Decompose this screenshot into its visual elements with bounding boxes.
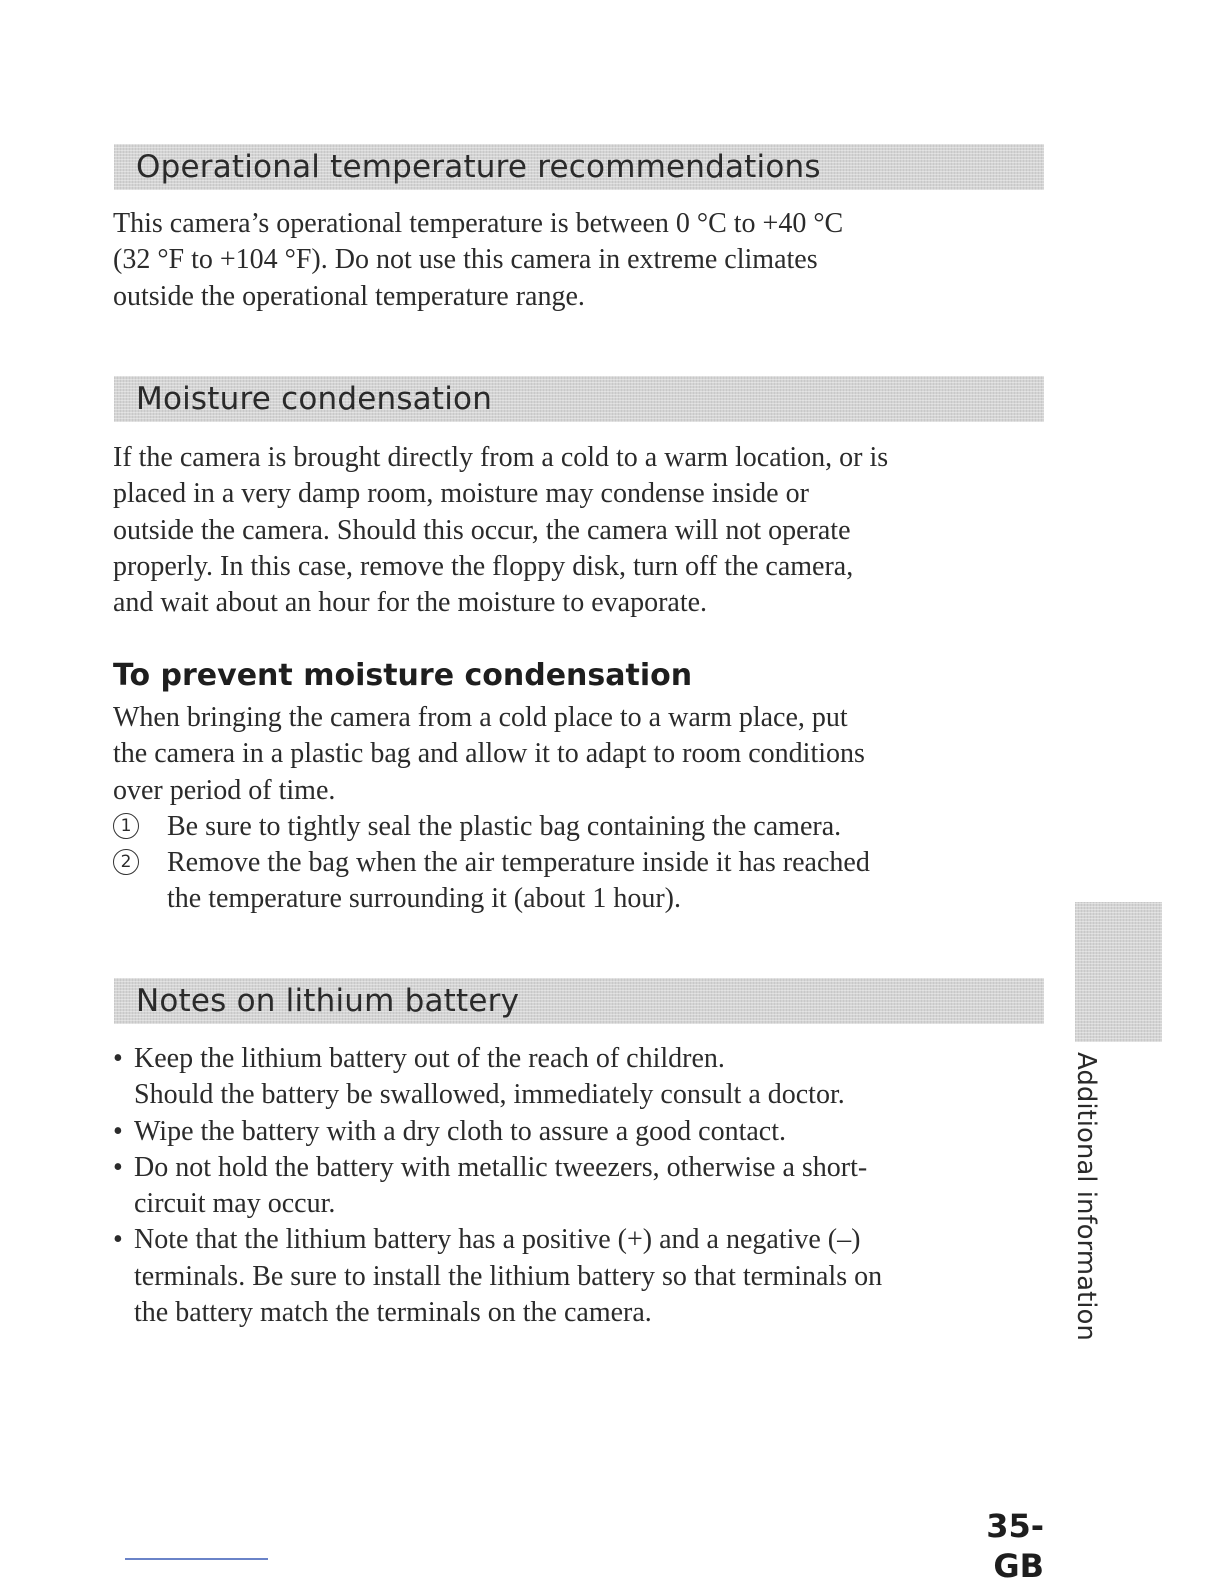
bullet-icon: •: [113, 1224, 123, 1256]
bullet-icon: •: [113, 1043, 123, 1074]
text-line: This camera’s operational temperature is between 0 °C to +40 °C: [113, 208, 844, 239]
temperature-paragraph: [113, 206, 1053, 315]
footer-rule: [125, 1558, 268, 1560]
text-line: outside the operational temperature range.: [113, 280, 585, 312]
page-number: 35-GB: [986, 1507, 1044, 1585]
battery-notes: [113, 1041, 1053, 1331]
step-item: [113, 845, 1053, 918]
text-line: Do not hold the battery with metallic tweezers, otherwise a short-: [134, 1151, 868, 1183]
text-line: When bringing the camera from a cold place to a warm place, put: [113, 702, 848, 733]
section-heading-battery: [114, 978, 1044, 1024]
text-line: Wipe the battery with a dry cloth to assure a good contact.: [134, 1115, 786, 1147]
heading-text: Notes on lithium battery: [136, 983, 520, 1019]
section-heading-temperature: [114, 144, 1044, 190]
text-line: Note that the lithium battery has a positive (+) and a negative (–): [134, 1224, 861, 1256]
bullet-icon: •: [113, 1115, 123, 1147]
text-line: the battery match the terminals on the camera.: [134, 1297, 652, 1329]
text-line: over period of time.: [113, 774, 336, 806]
text-line: terminals. Be sure to install the lithium battery so that terminals on: [134, 1260, 883, 1292]
text-line: If the camera is brought directly from a cold to a warm location, or is: [113, 442, 889, 473]
text-line: Should the battery be swallowed, immediately consult a doctor.: [134, 1079, 845, 1111]
text-line: the camera in a plastic bag and allow it to adapt to room conditions: [113, 738, 865, 770]
prevent-paragraph: [113, 700, 1053, 918]
heading-text: Moisture condensation: [136, 381, 493, 417]
text-line: and wait about an hour for the moisture to evaporate.: [113, 587, 708, 619]
text-line: (32 °F to +104 °F). Do not use this camera in extreme climates: [113, 244, 818, 276]
text-line: Be sure to tightly seal the plastic bag containing the camera.: [167, 810, 842, 842]
bullet-item: [113, 1150, 1053, 1223]
text-line: Remove the bag when the air temperature inside it has reached: [167, 847, 870, 879]
bullet-item: [113, 1114, 1053, 1150]
moisture-paragraph: [113, 440, 1053, 621]
text-line: circuit may occur.: [134, 1188, 336, 1220]
step-number-circle: 1: [113, 813, 139, 839]
side-tab-marker: [1075, 902, 1162, 1042]
bullet-item: [113, 1222, 1053, 1331]
step-item: [113, 809, 1053, 845]
bullet-item: [113, 1041, 1053, 1114]
heading-text: Operational temperature recommendations: [136, 149, 821, 185]
step-number-circle: 2: [113, 849, 139, 875]
text-line: placed in a very damp room, moisture may condense inside or: [113, 478, 809, 510]
side-tab-label: Additional information: [1071, 1052, 1101, 1341]
text-line: Keep the lithium battery out of the reach of children.: [134, 1043, 725, 1074]
bullet-icon: •: [113, 1151, 123, 1183]
text-line: the temperature surrounding it (about 1 hour).: [167, 883, 681, 915]
section-heading-moisture: [114, 376, 1044, 422]
text-line: properly. In this case, remove the floppy disk, turn off the camera,: [113, 550, 854, 582]
subheading-prevent-condensation: To prevent moisture condensation: [113, 658, 693, 693]
text-line: outside the camera. Should this occur, the camera will not operate: [113, 514, 851, 546]
